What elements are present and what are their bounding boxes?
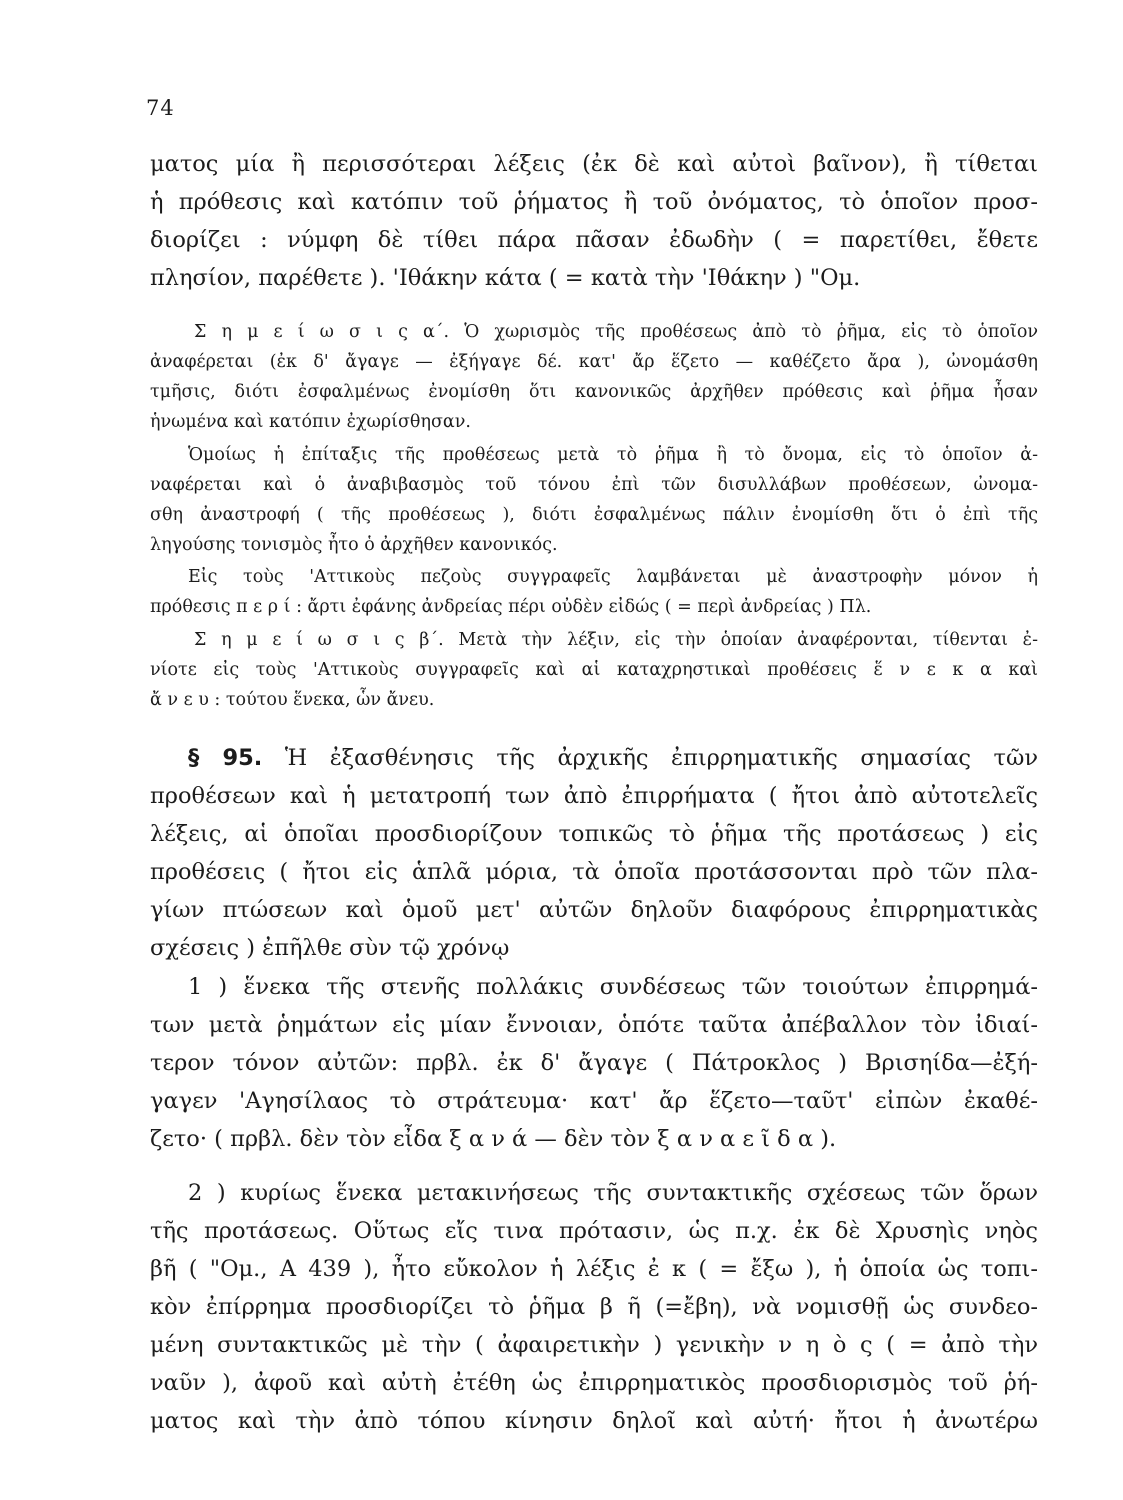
text-line: Εἰς τοὺς 'Αττικοὺς πεζοὺς συγγραφεῖς λαμβάνεται μὲ ἀναστροφὴν μόνον ἡ <box>188 567 1038 587</box>
text-line: τερον τόνον αὐτῶν: πρβλ. ἐκ δ' ἄγαγε ( Πάτροκλος ) Βρισηίδα—ἐξή- <box>150 1050 1038 1076</box>
section-95 <box>150 739 1038 967</box>
text-line: μένη συντακτικῶς μὲ τὴν ( ἀφαιρετικὴν ) γενικὴν ν η ὸ ς ( = ἀπὸ τὴν <box>150 1332 1038 1358</box>
text-line: ματος καὶ τὴν ἀπὸ τόπου κίνησιν δηλοῖ καὶ αὐτή· ἤτοι ἡ ἀνωτέρω <box>150 1408 1038 1434</box>
text-line: λέξεις, αἱ ὁποῖαι προσδιορίζουν τοπικῶς τὸ ῥῆμα τῆς προτάσεως ) εἰς <box>150 821 1038 847</box>
text-line: προθέσεων καὶ ἡ μετατροπή των ἀπὸ ἐπιρρήματα ( ἤτοι ἀπὸ αὐτοτελεῖς <box>150 783 1038 809</box>
text-line: πλησίον, παρέθετε ). 'Ιθάκην κάτα ( = κατὰ τὴν 'Ιθάκην ) "Ομ. <box>150 265 861 291</box>
text-line: ζετο· ( πρβλ. δὲν τὸν εἶδα ξ α ν ά — δὲν τὸν ξ α ν α ε ῖ δ α ). <box>150 1126 837 1152</box>
text-line: ναῦν ), ἀφοῦ καὶ αὐτὴ ἐτέθη ὡς ἐπιρρηματικὸς προσδιορισμὸς τοῦ ῥή- <box>150 1370 1038 1396</box>
numbered-item-1 <box>150 968 1038 1158</box>
text-line: ἄ ν ε υ : τούτου ἕνεκα, ὧν ἄνευ. <box>150 690 435 710</box>
text-line: πρόθεσις π ε ρ ί : ἄρτι ἐφάνης ἀνδρείας πέρι οὐδὲν εἰδώς ( = περὶ ἀνδρείας ) Πλ. <box>150 597 872 617</box>
text-line: ναφέρεται καὶ ὁ ἀναβιβασμὸς τοῦ τόνου ἐπὶ τῶν δισυλλάβων προθέσεων, ὠνομα- <box>150 475 1038 495</box>
text-line: Σ η μ ε ί ω σ ι ς α΄. Ὁ χωρισμὸς τῆς προθέσεως ἀπὸ τὸ ῥῆμα, εἰς τὸ ὁποῖον <box>194 322 1038 342</box>
section-first-line: Ἡ ἐξασθένησις τῆς ἀρχικῆς ἐπιρρηματικῆς σημασίας τῶν <box>284 745 1038 771</box>
text-line: τμῆσις, διότι ἐσφαλμένως ἐνομίσθη ὅτι κανονικῶς ἀρχῆθεν πρόθεσις καὶ ῥῆμα ἦσαν <box>150 382 1038 402</box>
text-line: σθη ἀναστροφή ( τῆς προθέσεως ), διότι ἐσφαλμένως πάλιν ἐνομίσθη ὅτι ὁ ἐπὶ τῆς <box>150 505 1038 525</box>
text-line: προθέσεις ( ἤτοι εἰς ἁπλᾶ μόρια, τὰ ὁποῖα προτάσσονται πρὸ τῶν πλα- <box>150 859 1038 885</box>
text-line: Σ η μ ε ί ω σ ι ς β΄. Μετὰ τὴν λέξιν, εἰς τὴν ὁποίαν ἀναφέρονται, τίθενται ἐ- <box>194 630 1038 650</box>
text-line: ἡνωμένα καὶ κατόπιν ἐχωρίσθησαν. <box>150 412 471 432</box>
text-line: των μετὰ ῥημάτων εἰς μίαν ἔννοιαν, ὁπότε ταῦτα ἀπέβαλλον τὸν ἰδιαί- <box>150 1012 1038 1038</box>
text-line: ἀναφέρεται (ἐκ δ' ἄγαγε — ἐξήγαγε δέ. κατ' ἄρ ἕζετο — καθέζετο ἄρα ), ὠνομάσθη <box>150 352 1038 372</box>
page-number: 74 <box>146 96 175 120</box>
note-attic-prose <box>150 562 1038 622</box>
text-line: Ὁμοίως ἡ ἐπίταξις τῆς προθέσεως μετὰ τὸ ῥῆμα ἢ τὸ ὄνομα, εἰς τὸ ὁποῖον ἀ- <box>188 445 1038 465</box>
note-beta <box>150 625 1038 715</box>
text-line: γαγεν 'Αγησίλαος τὸ στράτευμα· κατ' ἄρ ἕζετο—ταῦτ' εἰπὼν ἐκαθέ- <box>150 1088 1038 1114</box>
text-line: τῆς προτάσεως. Οὕτως εἴς τινα πρότασιν, ὡς π.χ. ἐκ δὲ Χρυσηὶς νηὸς <box>150 1218 1038 1244</box>
text-line: ἡ πρόθεσις καὶ κατόπιν τοῦ ῥήματος ἢ τοῦ ὀνόματος, τὸ ὁποῖον προσ- <box>150 189 1038 215</box>
text-line: 1 ) ἕνεκα τῆς στενῆς πολλάκις συνδέσεως τῶν τοιούτων ἐπιρρημά- <box>188 974 1038 1000</box>
text-line: ληγούσης τονισμὸς ἦτο ὁ ἀρχῆθεν κανονικός. <box>150 535 558 555</box>
text-line: κὸν ἐπίρρημα προσδιορίζει τὸ ῥῆμα β ῆ (=ἔβη), νὰ νομισθῇ ὡς συνδεο- <box>150 1294 1038 1320</box>
text-line: ματος μία ἢ περισσότεραι λέξεις (ἐκ δὲ καὶ αὐτοὶ βαῖνον), ἢ τίθεται <box>150 151 1038 177</box>
text-line: γίων πτώσεων καὶ ὁμοῦ μετ' αὐτῶν δηλοῦν διαφόρους ἐπιρρηματικὰς <box>150 897 1038 923</box>
note-omoios <box>150 440 1038 560</box>
text-line: διορίζει : νύμφη δὲ τίθει πάρα πᾶσαν ἐδωδὴν ( = παρετίθει, ἔθετε <box>150 227 1038 253</box>
section-number: § 95. <box>188 745 263 771</box>
text-line: νίοτε εἰς τοὺς 'Αττικοὺς συγγραφεῖς καὶ αἱ καταχρηστικαὶ προθέσεις ἕ ν ε κ α καὶ <box>150 660 1038 680</box>
numbered-item-2 <box>150 1174 1038 1440</box>
note-alpha <box>150 317 1038 437</box>
text-line: βῆ ( "Ομ., Α 439 ), ἦτο εὔκολον ἡ λέξις ἐ κ ( = ἔξω ), ἡ ὁποία ὡς τοπι- <box>150 1256 1038 1282</box>
text-line <box>150 739 1038 777</box>
text-line: σχέσεις ) ἐπῆλθε σὺν τῷ χρόνῳ <box>150 935 510 961</box>
text-line: 2 ) κυρίως ἕνεκα μετακινήσεως τῆς συντακτικῆς σχέσεως τῶν ὅρων <box>188 1180 1038 1206</box>
paragraph-continuation <box>150 145 1038 297</box>
